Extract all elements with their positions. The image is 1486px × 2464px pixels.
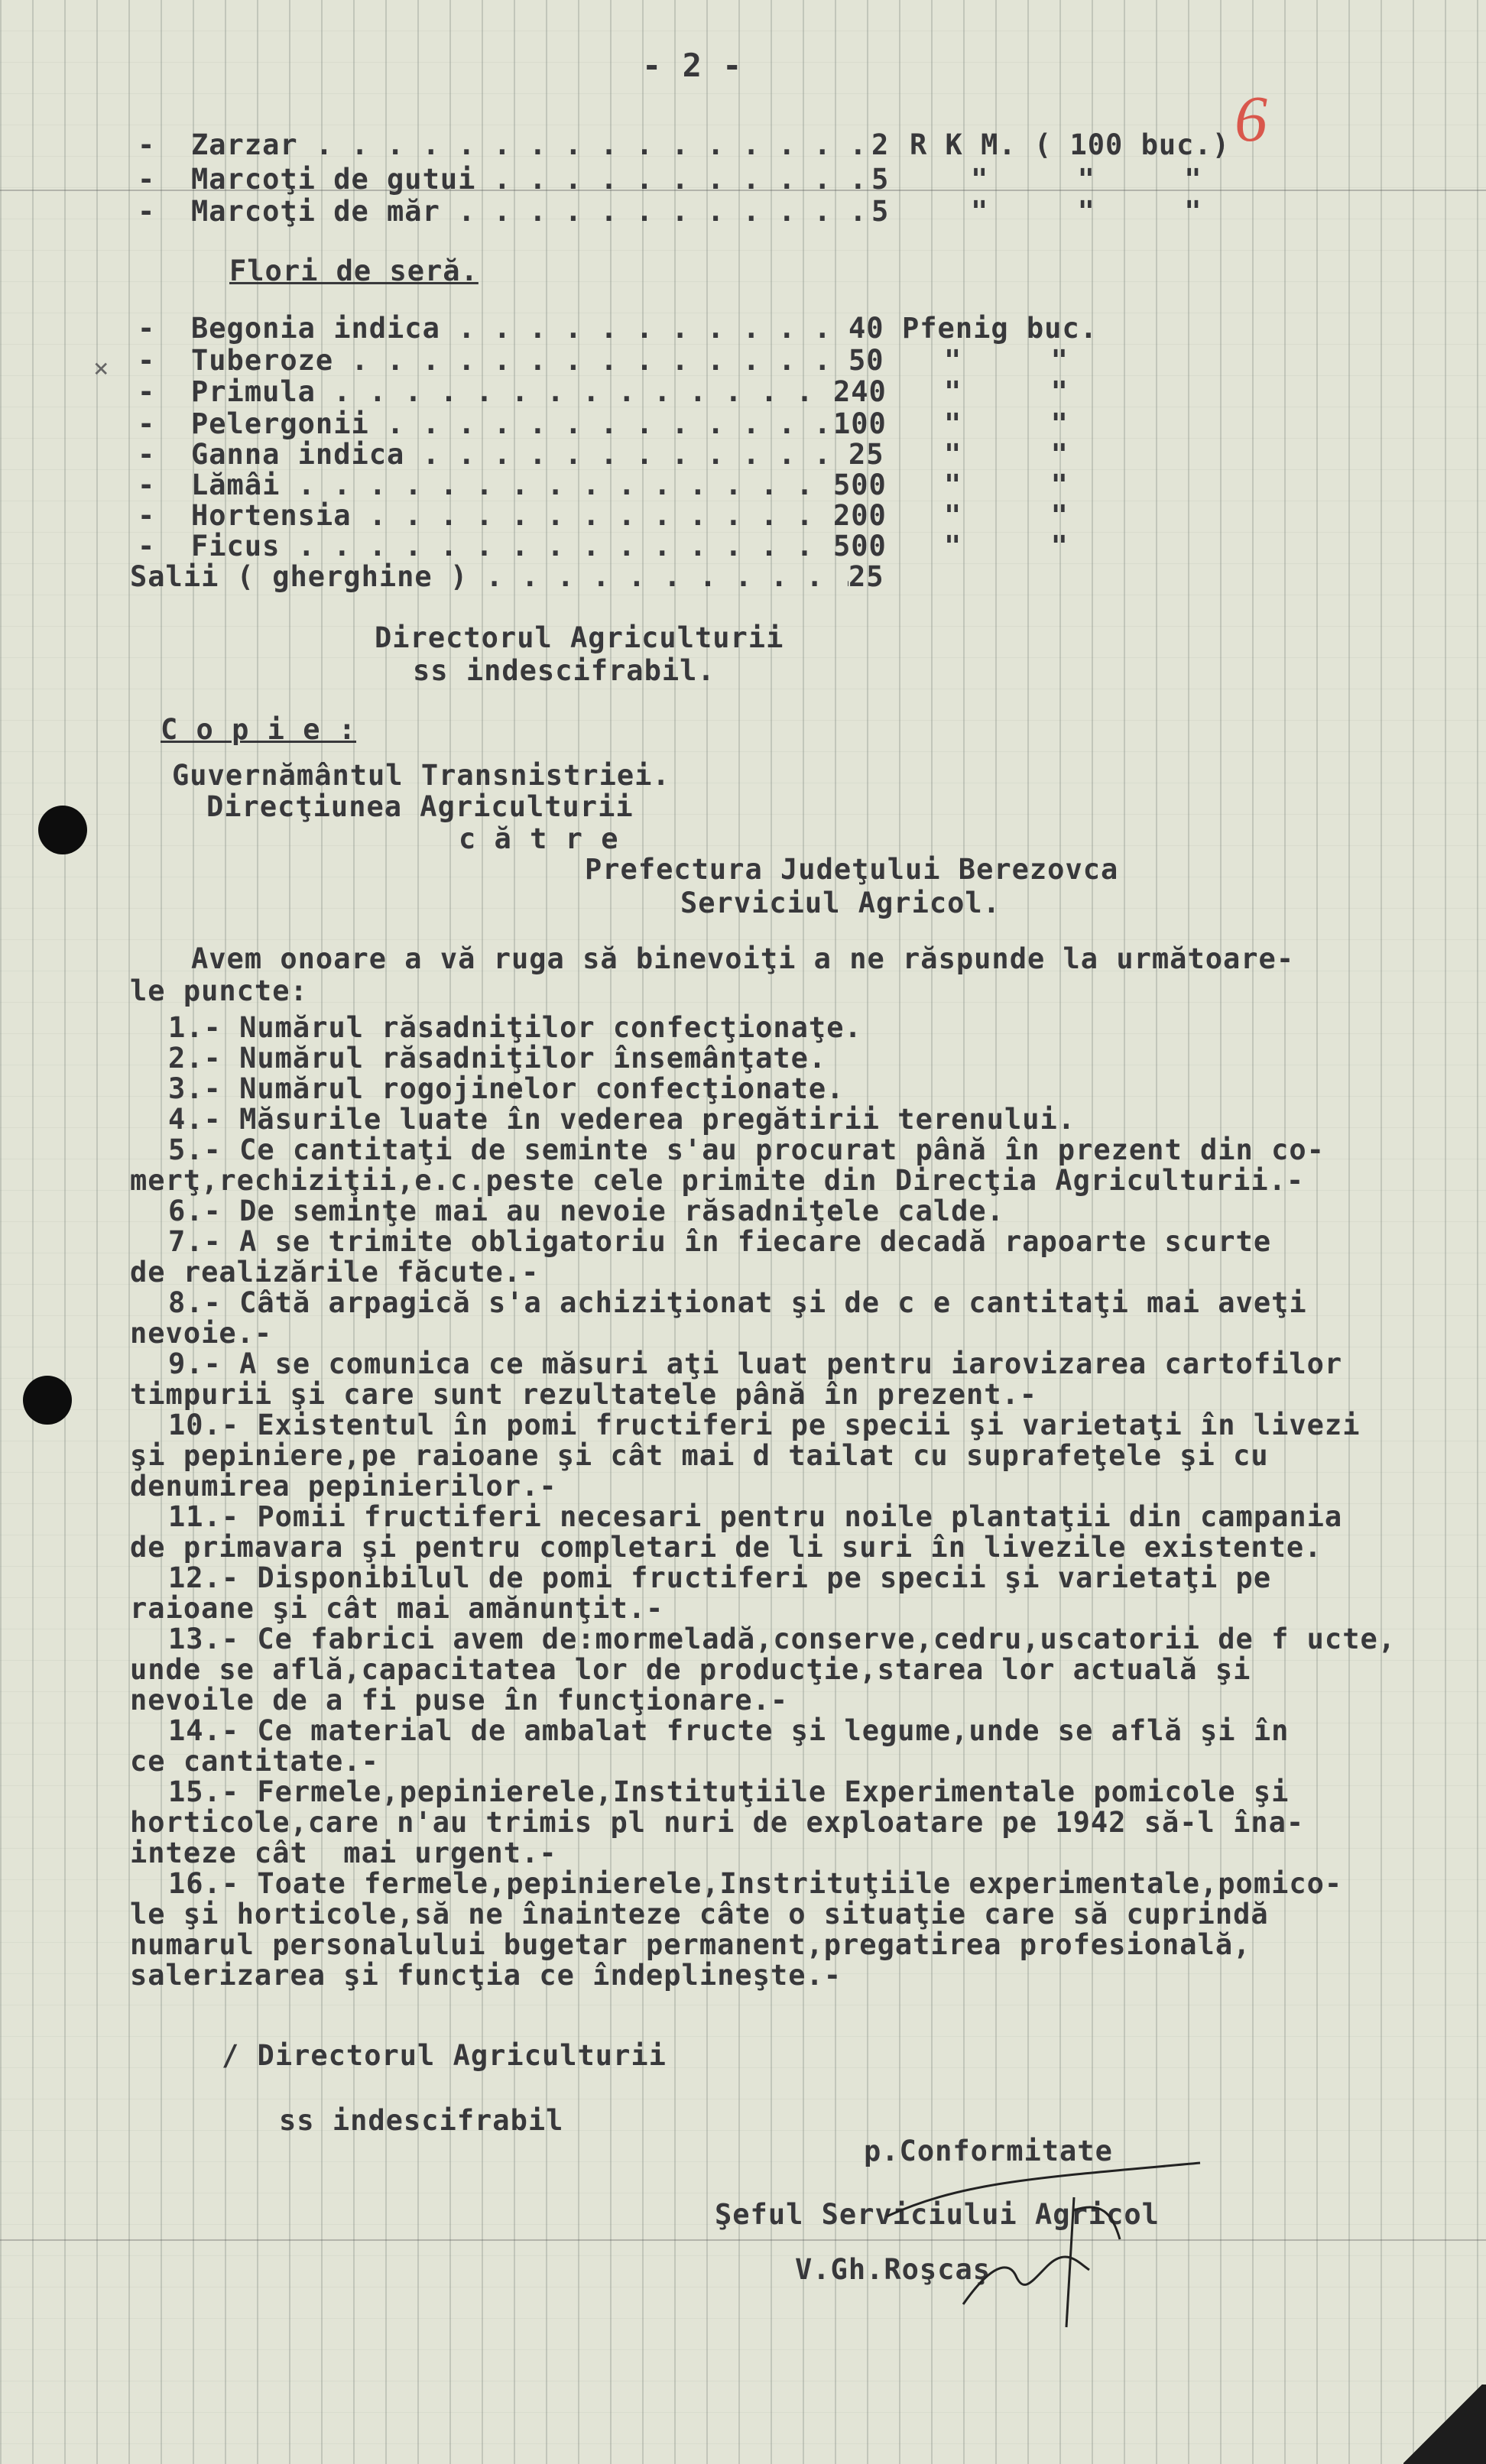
list-item-value: 25 [848,438,884,471]
point-line: 3.- Numărul rogojinelor confecţionate. [168,1072,845,1105]
list-item-name: Pelergonii . . . [191,409,833,439]
section-heading: Flori de seră. [229,255,479,287]
point-line: denumirea pepinierilor.- [130,1470,557,1503]
list-bullet: - [138,499,156,532]
point-line: de realizările făcute.- [130,1256,540,1289]
list-item-unit: " " [944,468,1069,501]
point-line: 6.- De seminţe mai au nevoie răsadniţele calde. [168,1195,1004,1227]
list-bullet: - [138,375,156,408]
point-line: 7.- A se trimite obligatoriu în fiecare decadă rapoarte scurte [168,1225,1272,1258]
list-item-name: Tuberoze . . . [191,345,848,376]
fold-line [0,2239,1486,2241]
conformity-line: Şeful Serviciului Agricol [715,2198,1160,2231]
list-bullet: - [138,407,156,440]
point-line: 4.- Măsurile luate în vederea pregătirii terenului. [168,1103,1076,1136]
list-item-value: 100 [833,407,887,440]
list-bullet: - [138,312,156,345]
point-line: nevoie.- [130,1317,273,1350]
list-item-value: 500 [833,530,887,563]
list-item-name: Lămâi . . . [191,470,833,501]
point-line: 13.- Ce fabrici avem de:mormeladă,conserve,cedru,uscatorii de f ucte, [168,1623,1397,1655]
point-line: 15.- Fermele,pepinierele,Instituţiile Experimentale pomicole şi [168,1775,1290,1808]
list-item-value: 240 [833,375,887,408]
list-item-unit: R K M. ( 100 buc.) [910,128,1230,161]
sender-line: Guvernământul Transnistriei. [172,759,670,792]
list-item-value: 50 [848,344,884,377]
list-bullet: - [138,195,156,228]
point-line: 16.- Toate fermele,pepinierele,Instrituţiile experimentale,pomico- [168,1867,1343,1900]
list-item-unit: Pfenig buc. [902,312,1098,345]
list-bullet: - [138,468,156,501]
list-item-unit: " " [944,438,1069,471]
list-item-name: Begonia indica . . . [191,313,848,344]
point-line: nevoile de a fi puse în funcţionare.- [130,1684,789,1717]
list-item-name: Primula . . . [191,377,833,407]
handwritten-signature [879,2148,1223,2331]
page-number: - 2 - [642,47,743,84]
point-line: numarul personalului bugetar permanent,pregatirea profesională, [130,1928,1251,1961]
list-bullet: - [138,438,156,471]
margin-mark: × [93,353,109,384]
point-line: de primavara şi pentru completari de li suri în livezile existente. [130,1531,1322,1564]
point-line: 1.- Numărul răsadniţilor confecţionaţe. [168,1011,862,1044]
conformity-line: V.Gh.Roşcaş [795,2253,991,2286]
list-item-value: 2 [871,128,890,161]
point-line: 5.- Ce cantitaţi de seminte s'au procurat până în prezent din co- [168,1133,1325,1166]
list-item-value: 5 [871,195,890,228]
catre-line: c ă t r e [459,822,619,855]
point-line: ce cantitate.- [130,1745,379,1778]
signoff-title: / Directorul Agriculturii [222,2039,667,2072]
point-line: 10.- Existentul în pomi fructiferi pe specii şi varietaţi în livezi [168,1409,1361,1441]
list-item-value: 40 [848,312,884,345]
point-line: 2.- Numărul răsadniţilor însemânţate. [168,1042,827,1075]
list-item-name: Salii ( gherghine ) . . . [130,562,848,592]
point-line: horticole,care n'au trimis pl nuri de exploatare pe 1942 să-l îna- [130,1806,1305,1839]
list-item-unit: " " [944,344,1069,377]
point-line: 12.- Disponibilul de pomi fructiferi pe specii şi varietaţi pe [168,1561,1272,1594]
recipient-line: Serviciul Agricol. [680,887,1001,919]
point-line: le şi horticole,să ne înainteze câte o situaţie care să cuprindă [130,1898,1269,1931]
point-line: merţ,rechiziţii,e.c.peste cele primite din Direcţia Agriculturii.- [130,1164,1305,1197]
signoff-signature: ss indescifrabil. [413,654,715,687]
list-item-name: Ganna indica . . . [191,439,848,470]
corner-shadow [1403,2385,1486,2464]
punch-hole [23,1376,72,1425]
point-line: 9.- A se comunica ce măsuri aţi luat pentru iarovizarea cartofilor [168,1347,1343,1380]
list-bullet: - [138,128,156,161]
list-item-unit: " " [944,530,1069,563]
list-bullet: - [138,163,156,196]
point-line: inteze cât mai urgent.- [130,1837,557,1869]
point-line: 8.- Câtă arpagică s'a achiziţionat şi de c e cantitaţi mai aveţi [168,1286,1307,1319]
list-item-unit: " " [944,375,1069,408]
list-item-name: Ficus . . . [191,531,833,562]
list-item-value: 200 [833,499,887,532]
point-line: timpurii şi care sunt rezultatele până în prezent.- [130,1378,1038,1411]
punch-hole [38,806,87,854]
list-item-unit: " " [944,499,1069,532]
point-line: unde se află,capacitatea lor de producţie,starea lor actuală şi [130,1653,1251,1686]
list-item-name: Zarzar . . . [191,130,871,160]
copy-heading: C o p i e : [161,713,357,746]
conformity-line: p.Conformitate [864,2135,1113,2167]
list-item-unit: " " " [971,163,1202,196]
list-item-name: Marcoţi de gutui . . . [191,164,871,195]
recipient-line: Prefectura Judeţului Berezovca [585,853,1119,886]
list-item-name: Marcoţi de măr . . . [191,196,871,227]
sender-line: Direcţiunea Agriculturii [206,790,634,823]
list-item-value: 5 [871,163,890,196]
point-line: 14.- Ce material de ambalat fructe şi legume,unde se află şi în [168,1714,1290,1747]
point-line: salerizarea şi funcţia ce îndeplineşte.- [130,1959,842,1992]
list-item-name: Hortensia . . . [191,501,833,531]
intro-line: le puncte: [130,974,308,1007]
list-item-value: 500 [833,468,887,501]
signoff-title: Directorul Agriculturii [375,621,784,654]
list-bullet: - [138,344,156,377]
point-line: raioane şi cât mai amănunţit.- [130,1592,664,1625]
point-line: 11.- Pomii fructiferi necesari pentru noile plantaţii din campania [168,1500,1343,1533]
list-item-unit: " " [944,407,1069,440]
intro-line: Avem onoare a vă ruga să binevoiţi a ne răspunde la următoare- [191,942,1295,975]
red-page-annotation: 6 [1235,82,1267,155]
list-item-value: 25 [848,560,884,593]
point-line: şi pepiniere,pe raioane şi cât mai d tailat cu suprafeţele şi cu [130,1439,1269,1472]
list-item-unit: " " " [971,195,1202,228]
signoff-signature: ss indescifrabil [279,2104,564,2137]
list-bullet: - [138,530,156,563]
